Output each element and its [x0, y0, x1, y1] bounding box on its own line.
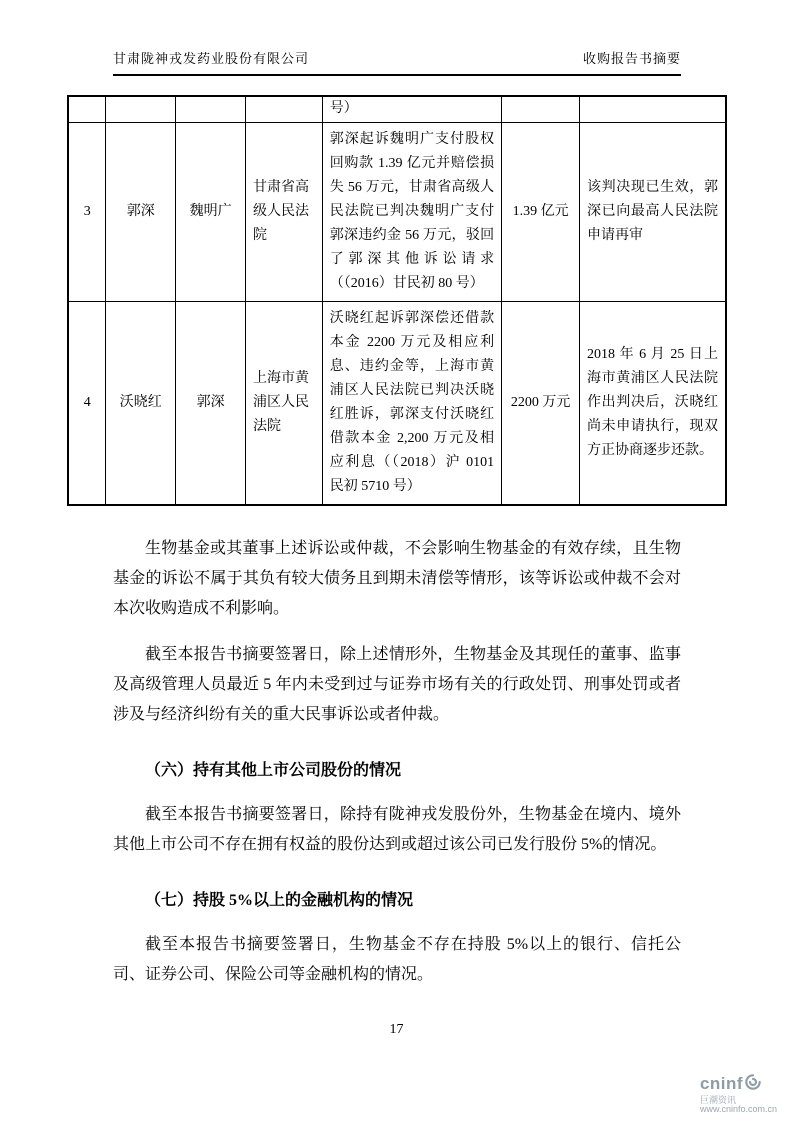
- page-header: [113, 48, 681, 76]
- heading-section-6: （六）持有其他上市公司股份的情况: [145, 762, 402, 779]
- paragraph-litigation-effect: 生物基金或其董事上述诉讼或仲裁，不会影响生物基金的有效存续，且生物基金的诉讼不属于其负有较大债务且到期未清偿等情形，该等诉讼或仲裁不会对本次收购造成不利影响。: [113, 540, 681, 617]
- cell-status: 2018 年 6 月 25 日上海市黄浦区人民法院作出判决后，沃晓红尚未申请执行，现双方正协商逐步还款。: [580, 301, 727, 505]
- cell-description: 郭深起诉魏明广支付股权回购款 1.39 亿元并赔偿损失 56 万元，甘肃省高级人民法院已判决魏明广支付郭深违约金 56 万元，驳回了郭深其他诉讼请求（（2016）甘民初 80 号）: [322, 122, 501, 301]
- cell-no: 3: [68, 122, 106, 301]
- paragraph-no-penalties: 截至本报告书摘要签署日，除上述情形外，生物基金及其现任的董事、监事及高级管理人员最近 5 年内未受到过与证券市场有关的行政处罚、刑事处罚或者涉及与经济纠纷有关的重大民事诉讼或者仲裁。: [113, 646, 681, 723]
- cell-defendant: 魏明广: [176, 122, 246, 301]
- cell-defendant: 郭深: [176, 301, 246, 505]
- cell-plaintiff: 沃晓红: [106, 301, 176, 505]
- header-company-name: 甘肃陇神戎发药业股份有限公司: [113, 51, 310, 66]
- table-row-continuation: [68, 96, 726, 122]
- cell-description: 号）: [322, 96, 501, 122]
- cell-description: 沃晓红起诉郭深偿还借款本金 2200 万元及相应利息、违约金等，上海市黄浦区人民法院已判决沃晓红胜诉，郭深支付沃晓红借款本金 2,200 万元及相应利息（（2018）沪 0101 民初 5710 号）: [322, 301, 501, 505]
- cell-plaintiff: 郭深: [106, 122, 176, 301]
- table-row: [68, 122, 726, 301]
- body-text: [113, 518, 681, 990]
- cell-court: [245, 96, 322, 122]
- page-number: 17: [389, 1022, 404, 1037]
- paragraph-financial-institutions: 截至本报告书摘要签署日，生物基金不存在持股 5%以上的银行、信托公司、证券公司、保险公司等金融机构的情况。: [113, 936, 681, 983]
- cninfo-logo-brand: cninf: [699, 1073, 744, 1093]
- litigation-table: [67, 95, 727, 506]
- cell-defendant: [176, 96, 246, 122]
- cninfo-logo-url: www.cninfo.com.cn: [699, 1104, 777, 1115]
- cninfo-logo: [700, 1074, 777, 1115]
- cninfo-logo-subtitle: 巨潮资讯: [699, 1094, 736, 1105]
- cell-amount: [502, 96, 580, 122]
- cell-court: 甘肃省高级人民法院: [245, 122, 322, 301]
- cell-status: 该判决现已生效，郭深已向最高人民法院申请再审: [580, 122, 727, 301]
- header-doc-title: 收购报告书摘要: [582, 51, 681, 66]
- cell-amount: 2200 万元: [502, 301, 580, 505]
- table-row: [68, 301, 726, 505]
- cninfo-swirl-icon: [745, 1074, 761, 1095]
- cell-no: 4: [68, 301, 106, 505]
- cell-amount: 1.39 亿元: [502, 122, 580, 301]
- heading-section-7: （七）持股 5%以上的金融机构的情况: [145, 892, 414, 909]
- cell-plaintiff: [106, 96, 176, 122]
- cell-no: [68, 96, 106, 122]
- paragraph-other-listed-shares: 截至本报告书摘要签署日，除持有陇神戎发股份外，生物基金在境内、境外其他上市公司不存在拥有权益的股份达到或超过该公司已发行股份 5%的情况。: [113, 806, 681, 853]
- cell-court: 上海市黄浦区人民法院: [245, 301, 322, 505]
- cell-status: [580, 96, 727, 122]
